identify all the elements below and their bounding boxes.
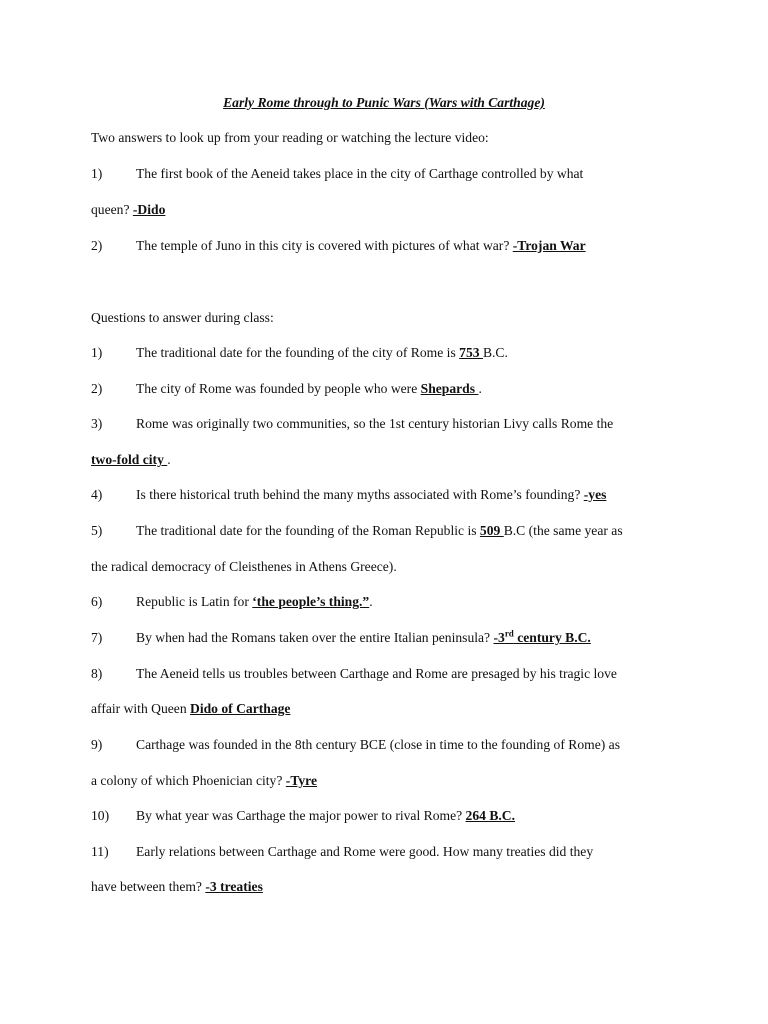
answer: 509 (479, 523, 504, 538)
question-text: B.C. (482, 345, 508, 360)
question-text: The traditional date for the founding of the city of Rome is (136, 345, 460, 360)
question-3-cont (91, 451, 171, 469)
question-text: Early relations between Carthage and Rome were good. How many treaties did they (136, 844, 594, 859)
answer: ‘the people’s thing.” (252, 594, 370, 609)
question-number: 10) (91, 808, 110, 823)
question-text: Is there historical truth behind the many myths associated with Rome’s founding? (136, 487, 584, 502)
question-number: 4) (91, 487, 103, 502)
question-10 (91, 807, 515, 825)
question-9-cont (91, 772, 317, 790)
question-number: 1) (91, 166, 103, 181)
question-number: 7) (91, 630, 103, 645)
answer-part: century B.C. (513, 630, 591, 645)
answer: -3 treaties (205, 879, 263, 894)
pre-question-1-cont (91, 201, 165, 219)
superscript: rd (504, 628, 514, 639)
question-text: queen? (91, 202, 133, 217)
question-text: affair with Queen (91, 701, 191, 716)
question-text: Rome was originally two communities, so the 1st century historian Livy calls Rome the (136, 416, 614, 431)
intro-text: Two answers to look up from your reading or watching the lecture video: (91, 130, 489, 145)
question-6 (91, 593, 373, 611)
question-text: Carthage was founded in the 8th century BCE (close in time to the founding of Rome) as (136, 737, 620, 752)
question-4 (91, 486, 606, 504)
answer-part: -3 (493, 630, 505, 645)
question-text: B.C (the same year as (503, 523, 623, 538)
question-text: . (167, 452, 171, 467)
question-5 (91, 522, 623, 540)
question-text: The first book of the Aeneid takes place in the city of Carthage controlled by what (136, 166, 584, 181)
question-text: a colony of which Phoenician city? (91, 773, 286, 788)
question-2 (91, 380, 482, 398)
question-number: 3) (91, 416, 103, 431)
question-number: 9) (91, 737, 103, 752)
question-1 (91, 344, 508, 362)
question-text: . (369, 594, 373, 609)
question-text: The temple of Juno in this city is covered with pictures of what war? (136, 238, 513, 253)
question-number: 1) (91, 345, 103, 360)
question-text: . (478, 381, 482, 396)
question-text: The Aeneid tells us troubles between Carthage and Rome are presaged by his tragic love (136, 666, 617, 681)
question-number: 6) (91, 594, 103, 609)
question-8 (91, 665, 617, 683)
question-11 (91, 843, 593, 861)
question-9 (91, 736, 620, 754)
question-number: 2) (91, 238, 103, 253)
answer: -yes (583, 487, 607, 502)
question-text: By when had the Romans taken over the entire Italian peninsula? (136, 630, 494, 645)
question-text: Republic is Latin for (136, 594, 253, 609)
question-number: 8) (91, 666, 103, 681)
question-text: have between them? (91, 879, 206, 894)
question-text: By what year was Carthage the major power to rival Rome? (136, 808, 466, 823)
pre-question-1 (91, 165, 583, 183)
question-5-cont: the radical democracy of Cleisthenes in Athens Greece). (91, 559, 397, 574)
answer: -Dido (132, 202, 166, 217)
answer (493, 630, 590, 645)
answer: two-fold city (91, 452, 168, 467)
pre-question-2 (91, 237, 586, 255)
question-number: 2) (91, 381, 103, 396)
question-number: 5) (91, 523, 103, 538)
answer: -Trojan War (512, 238, 586, 253)
section-heading: Questions to answer during class: (91, 310, 274, 325)
answer: Dido of Carthage (190, 701, 291, 716)
question-8-cont (91, 700, 290, 718)
question-text: The city of Rome was founded by people who were (136, 381, 421, 396)
question-11-cont (91, 878, 263, 896)
question-3 (91, 415, 613, 433)
answer: Shepards (420, 381, 479, 396)
answer: 753 (459, 345, 483, 360)
question-text: The traditional date for the founding of the Roman Republic is (136, 523, 480, 538)
answer: 264 B.C. (465, 808, 516, 823)
answer: -Tyre (285, 773, 317, 788)
page-title: Early Rome through to Punic Wars (Wars with Carthage) (223, 95, 545, 110)
question-number: 11) (91, 844, 109, 859)
question-7 (91, 629, 591, 647)
